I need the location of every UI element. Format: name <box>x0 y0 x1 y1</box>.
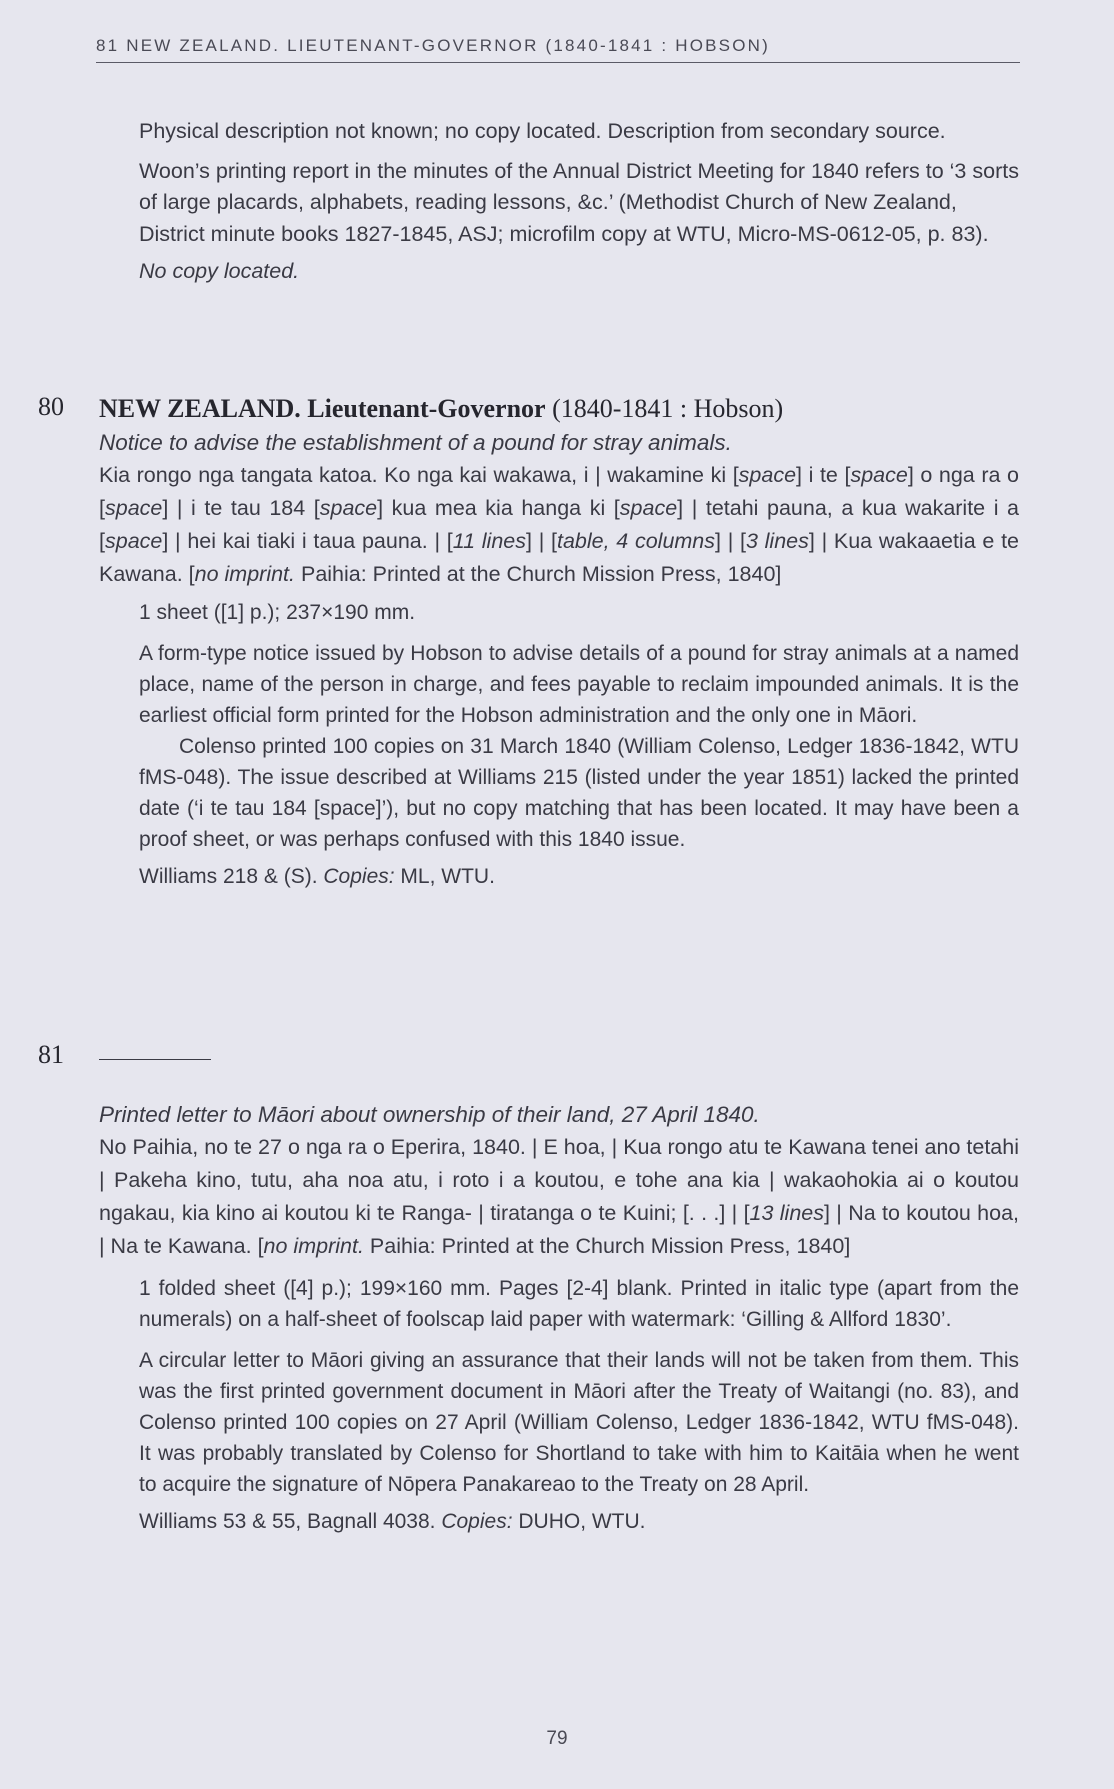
entry-81-physical: 1 folded sheet ([4] p.); 199×160 mm. Pages [2-4] blank. Printed in italic type (apart from the numerals) on a half-sheet of foolscap laid paper with watermark: ‘Gilling & Allford 1830’. <box>139 1277 1019 1331</box>
running-head: 81 NEW ZEALAND. LIEUTENANT-GOVERNOR (1840-1841 : HOBSON) <box>96 36 1020 63</box>
entry-81-heading <box>99 1040 1019 1074</box>
entry-81-note: A circular letter to Māori giving an assurance that their lands will not be taken from them. This was the first printed government document in Māori after the Treaty of Waitangi (no. 83), and Colenso printed 100 copies on 27 April (William Colenso, Ledger 1836-1842, WTU fMS-048). It was probably translated by Colenso for Shortland to take with him to Kaitāia when he went to acquire the signature of Nōpera Panakareao to the Treaty on 28 April. <box>139 1349 1019 1496</box>
entry-80-heading-name: NEW ZEALAND. Lieutenant-Governor <box>99 394 546 423</box>
entry-81-title: Printed letter to Māori about ownership of their land, 27 April 1840. <box>99 1102 760 1127</box>
page-number: 79 <box>546 1728 568 1749</box>
entry-80-physical: 1 sheet ([1] p.); 237×190 mm. <box>139 601 416 624</box>
entry-80-number: 80 <box>38 392 64 421</box>
entry-80-transcript: Kia rongo nga tangata katoa. Ko nga kai wakawa, i | wakamine ki [space] i te [space] o nga ra o [space] | i te tau 184 [space] kua mea kia hanga ki [space] | tetahi pauna, a kua wakarite i a [space] | hei kai tiaki i taua pauna. | [11 lines] | [table, 4 columns] | [3 lines] | Kua wakaaetia e te Kawana. [no imprint. Paihia: Printed at the Church Mission Press, 1840] <box>99 463 1020 586</box>
carryover-status: No copy located. <box>139 259 300 283</box>
entry-80-refs: Williams 218 & (S). Copies: ML, WTU. <box>139 865 495 888</box>
carryover-note: Woon’s printing report in the minutes of the Annual District Meeting for 1840 refers to ‘3 sorts of large placards, alphabets, reading lessons, &c.’ (Methodist Church of New Zealand, District minute books 1827-1845, ASJ; microfilm copy at WTU, Micro-MS-0612-05, p. 83). <box>139 158 1019 246</box>
entry-80-note-1: A form-type notice issued by Hobson to advise details of a pound for stray animals at a named place, name of the person in charge, and fees payable to reclaim impounded animals. It is the earliest official form printed for the Hobson administration and the only one in Māori. <box>139 642 1019 727</box>
entry-81-refs: Williams 53 & 55, Bagnall 4038. Copies: DUHO, WTU. <box>139 1510 646 1533</box>
carryover-block <box>139 116 1021 288</box>
entry-80-note-2: Colenso printed 100 copies on 31 March 1840 (William Colenso, Ledger 1836-1842, WTU fMS-048). The issue described at Williams 215 (listed under the year 1851) lacked the printed date (‘i te tau 184 [space]’), but no copy matching that has been located. It may have been a proof sheet, or was perhaps confused with this 1840 issue. <box>139 735 1019 851</box>
carryover-physical: Physical description not known; no copy located. Description from secondary source. <box>139 119 946 143</box>
entry-81-transcript: No Paihia, no te 27 o nga ra o Eperira, 1840. | E hoa, | Kua rongo atu te Kawana tenei ano tetahi | Pakeha kino, tutu, aha noa atu, i roto i a koutou, e tohe ana kia | wakaohokia ai o koutou ngakau, kia kino ai koutou ki te Ranga- | tiratanga o te Kuini; [. . .] | [13 lines] | Na to koutou hoa, | Na te Kawana. [no imprint. Paihia: Printed at the Church Mission Press, 1840] <box>99 1135 1020 1258</box>
entry-81 <box>99 1040 1019 1537</box>
entry-80-heading-dates: (1840-1841 : Hobson) <box>552 394 784 423</box>
entry-81-number: 81 <box>38 1040 64 1069</box>
ditto-rule <box>99 1059 211 1060</box>
entry-80-title: Notice to advise the establishment of a pound for stray animals. <box>99 430 732 455</box>
entry-80 <box>99 392 1019 892</box>
entry-80-heading <box>99 392 1019 426</box>
